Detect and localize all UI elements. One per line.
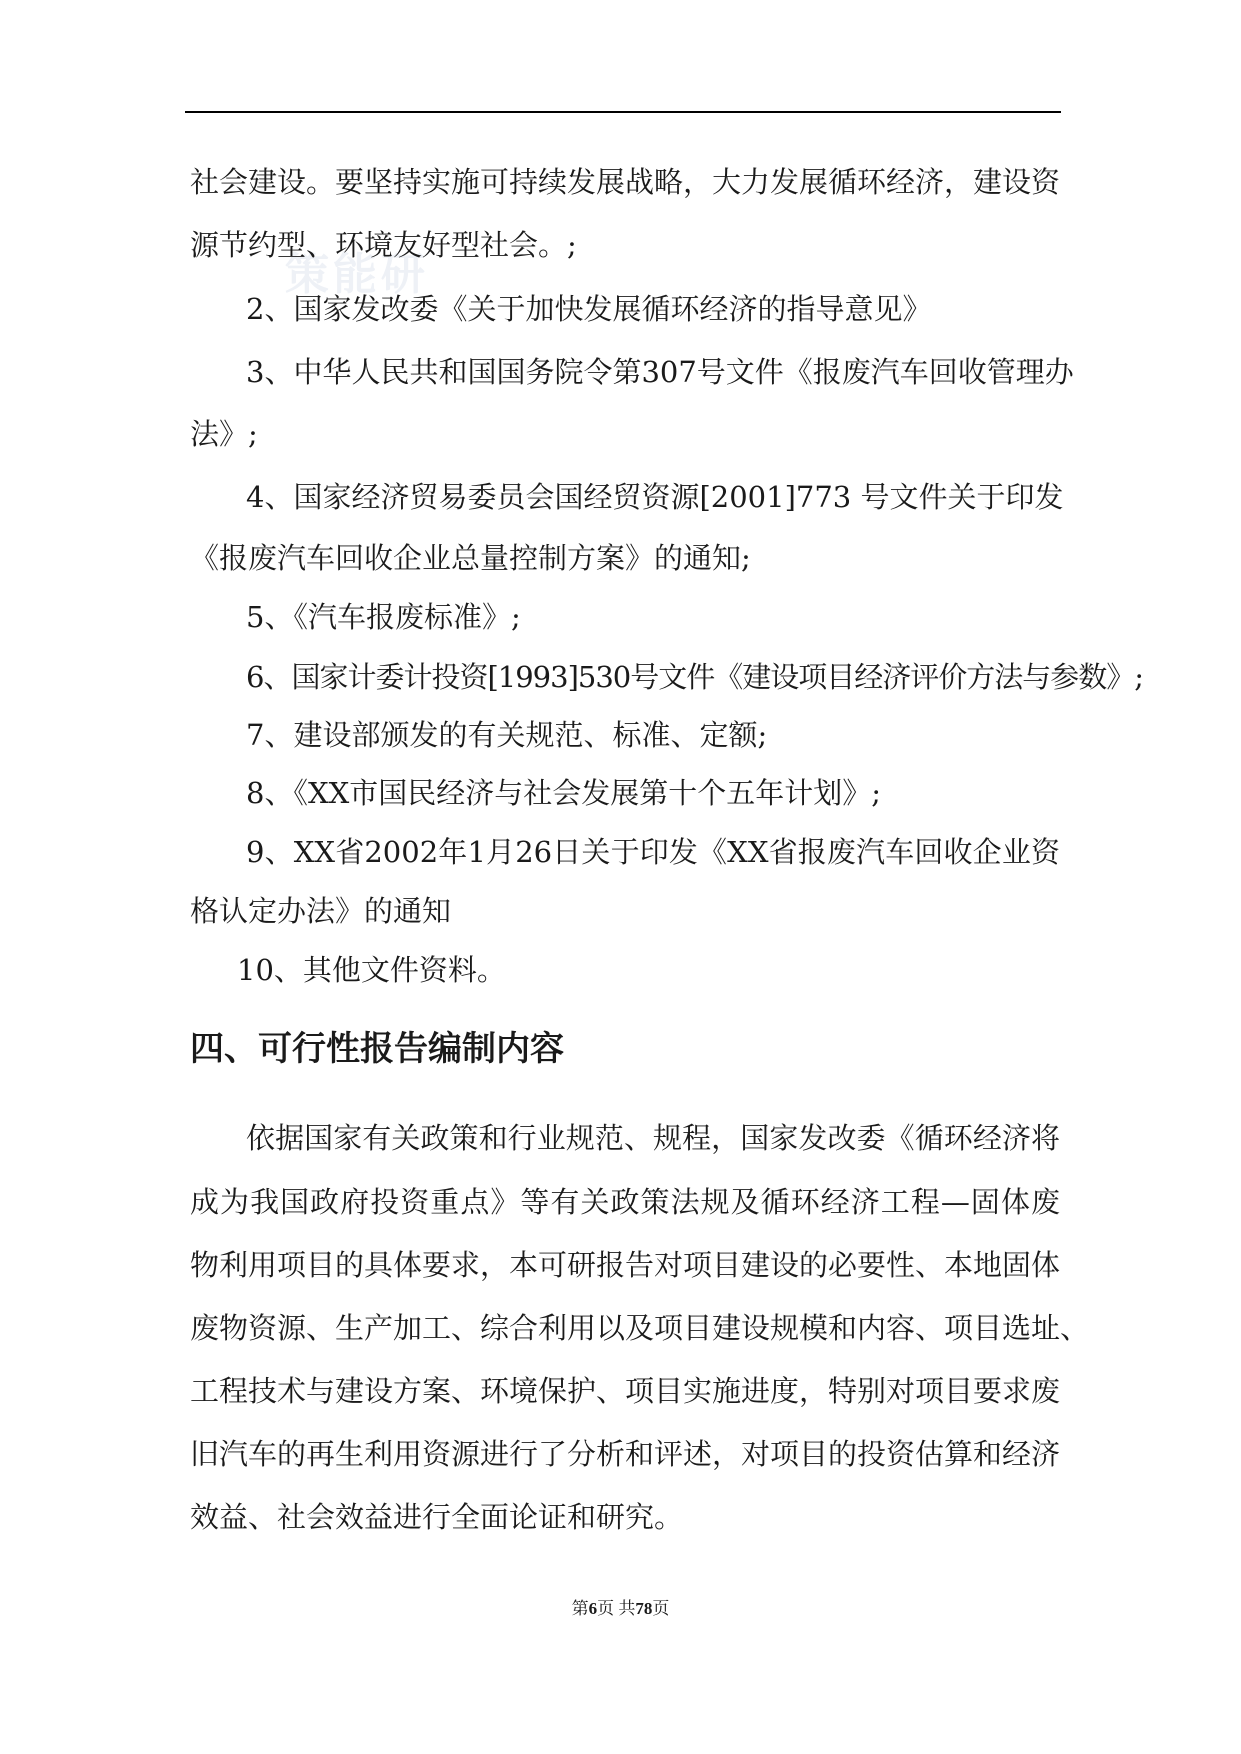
total-page-count: 78 [635, 1599, 653, 1618]
footer-middle: 页 共 [597, 1599, 636, 1618]
reference-item-8: 8、《XX市国民经济与社会发展第十个五年计划》; [246, 776, 882, 810]
body-line: 依据国家有关政策和行业规范、规程，国家发改委《循环经济将 [246, 1121, 1060, 1155]
body-line: 废物资源、生产加工、综合利用以及项目建设规模和内容、项目选址、 [190, 1311, 1090, 1345]
reference-item-9: 9、XX省2002年1月26日关于印发《XX省报废汽车回收企业资 [246, 835, 1060, 869]
reference-item-3: 3、中华人民共和国国务院令第307号文件《报废汽车回收管理办 [246, 355, 1074, 389]
reference-item-5: 5、《汽车报废标准》; [246, 600, 521, 634]
body-line: 物利用项目的具体要求，本可研报告对项目建设的必要性、本地固体 [190, 1248, 1061, 1282]
current-page-number: 6 [588, 1599, 598, 1618]
reference-item-3-continuation: 法》; [190, 417, 258, 451]
page-footer [0, 1598, 1241, 1620]
paragraph-line: 社会建设。要坚持实施可持续发展战略，大力发展循环经济，建设资 [190, 165, 1061, 199]
watermark: 策能研 [285, 249, 429, 300]
reference-item-4-continuation: 《报废汽车回收企业总量控制方案》的通知; [190, 541, 751, 575]
paragraph-line: 源节约型、环境友好型社会。; [190, 228, 577, 262]
body-line: 旧汽车的再生利用资源进行了分析和评述，对项目的投资估算和经济 [190, 1437, 1061, 1471]
reference-item-6: 6、国家计委计投资[1993]530号文件《建设项目经济评价方法与参数》; [246, 660, 1144, 694]
body-line: 效益、社会效益进行全面论证和研究。 [190, 1500, 684, 1534]
header-rule [185, 111, 1061, 113]
footer-prefix: 第 [571, 1599, 589, 1618]
reference-item-4: 4、国家经济贸易委员会国经贸资源[2001]773 号文件关于印发 [246, 480, 1064, 514]
reference-item-10: 10、其他文件资料。 [237, 953, 506, 987]
body-line: 成为我国政府投资重点》等有关政策法规及循环经济工程—固体废 [190, 1185, 1060, 1219]
body-line: 工程技术与建设方案、环境保护、项目实施进度，特别对项目要求废 [190, 1374, 1061, 1408]
section-heading: 四、可行性报告编制内容 [190, 1029, 564, 1069]
reference-item-9-continuation: 格认定办法》的通知 [190, 894, 452, 928]
footer-suffix: 页 [652, 1599, 670, 1618]
reference-item-7: 7、建设部颁发的有关规范、标准、定额; [246, 718, 768, 752]
reference-item-2: 2、国家发改委《关于加快发展循环经济的指导意见》 [246, 292, 932, 326]
